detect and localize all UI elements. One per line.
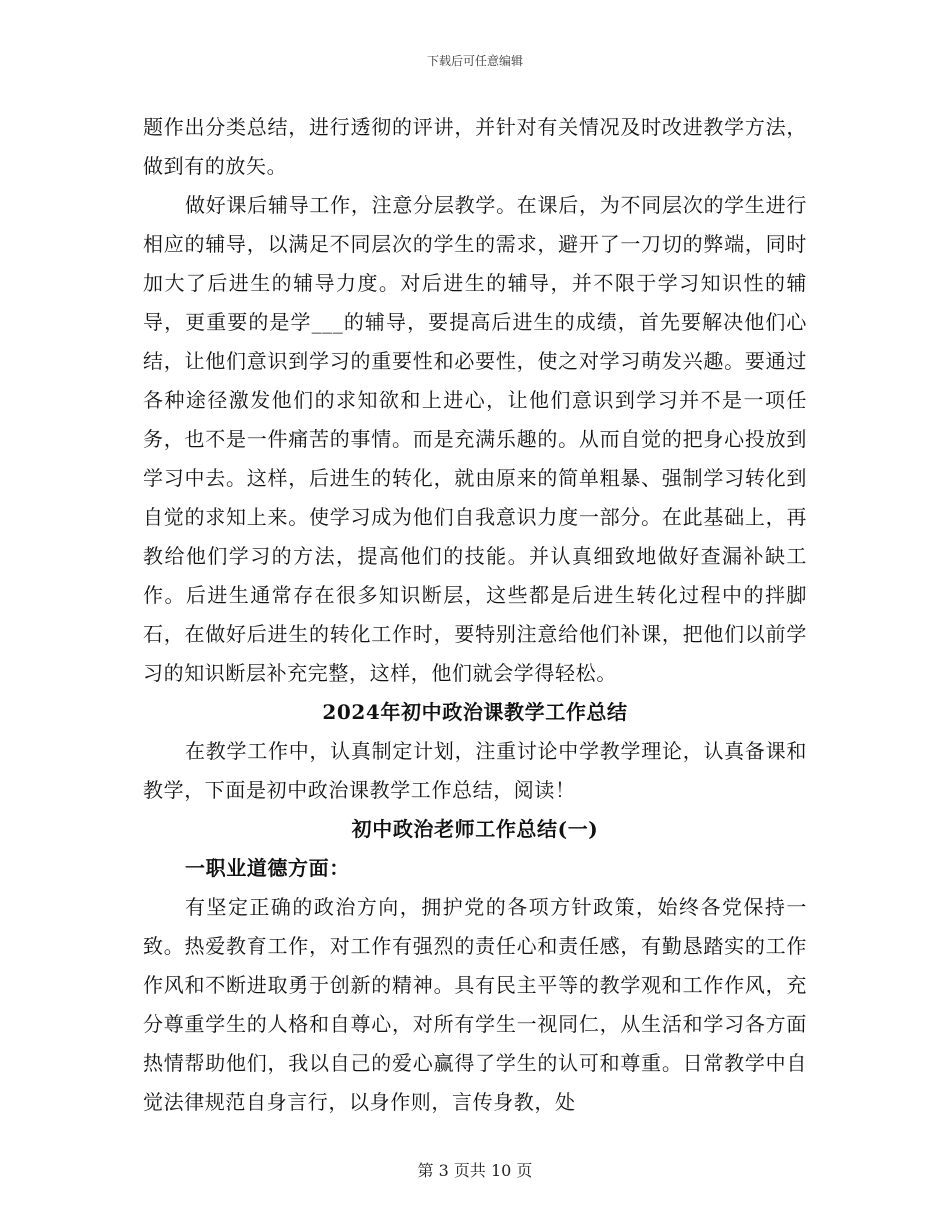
subsection-title: 一职业道德方面：	[185, 856, 350, 880]
paragraph-continuation: 题作出分类总结，进行透彻的评讲，并针对有关情况及时改进教学方法，做到有的放矢。	[143, 115, 807, 178]
paragraph-intro: 在教学工作中，认真制定计划，注重讨论中学教学理论，认真备课和教学，下面是初中政治课教学工作总结，阅读！	[143, 739, 807, 802]
page-header: 下载后可任意编辑	[426, 54, 523, 68]
document-title: 2024年初中政治课教学工作总结	[322, 700, 628, 724]
paragraph-ethics: 有坚定正确的政治方向，拥护党的各项方针政策，始终各党保持一致。热爱教育工作，对工作有强烈的责任心和责任感，有勤恳踏实的工作作风和不断进取勇于创新的精神。具有民主平等的教学观和工作作风，充分尊重学生的人格和自尊心，对所有学生一视同仁，从生活和学习各方面热情帮助他们，我以自己的爱心赢得了学生的认可和尊重。日常教学中自觉法律规范自身言行，以身作则，言传身教，处	[143, 895, 807, 1114]
document-body	[143, 108, 807, 1122]
page-footer: 第 3 页共 10 页	[417, 1161, 533, 1180]
section-title: 初中政治老师工作总结(一)	[351, 817, 599, 841]
paragraph-tutoring: 做好课后辅导工作，注意分层教学。在课后，为不同层次的学生进行相应的辅导，以满足不同层次的学生的需求，避开了一刀切的弊端，同时加大了后进生的辅导力度。对后进生的辅导，并不限于学习知识性的辅导，更重要的是学___的辅导，要提高后进生的成绩，首先要解决他们心结，让他们意识到学习的重要性和必要性，使之对学习萌发兴趣。要通过各种途径激发他们的求知欲和上进心，让他们意识到学习并不是一项任务，也不是一件痛苦的事情。而是充满乐趣的。从而自觉的把身心投放到学习中去。这样，后进生的转化，就由原来的简单粗暴、强制学习转化到自觉的求知上来。使学习成为他们自我意识力度一部分。在此基础上，再教给他们学习的方法，提高他们的技能。并认真细致地做好查漏补缺工作。后进生通常存在很多知识断层，这些都是后进生转化过程中的拌脚石，在做好后进生的转化工作时，要特别注意给他们补课，把他们以前学习的知识断层补充完整，这样，他们就会学得轻松。	[143, 193, 807, 685]
